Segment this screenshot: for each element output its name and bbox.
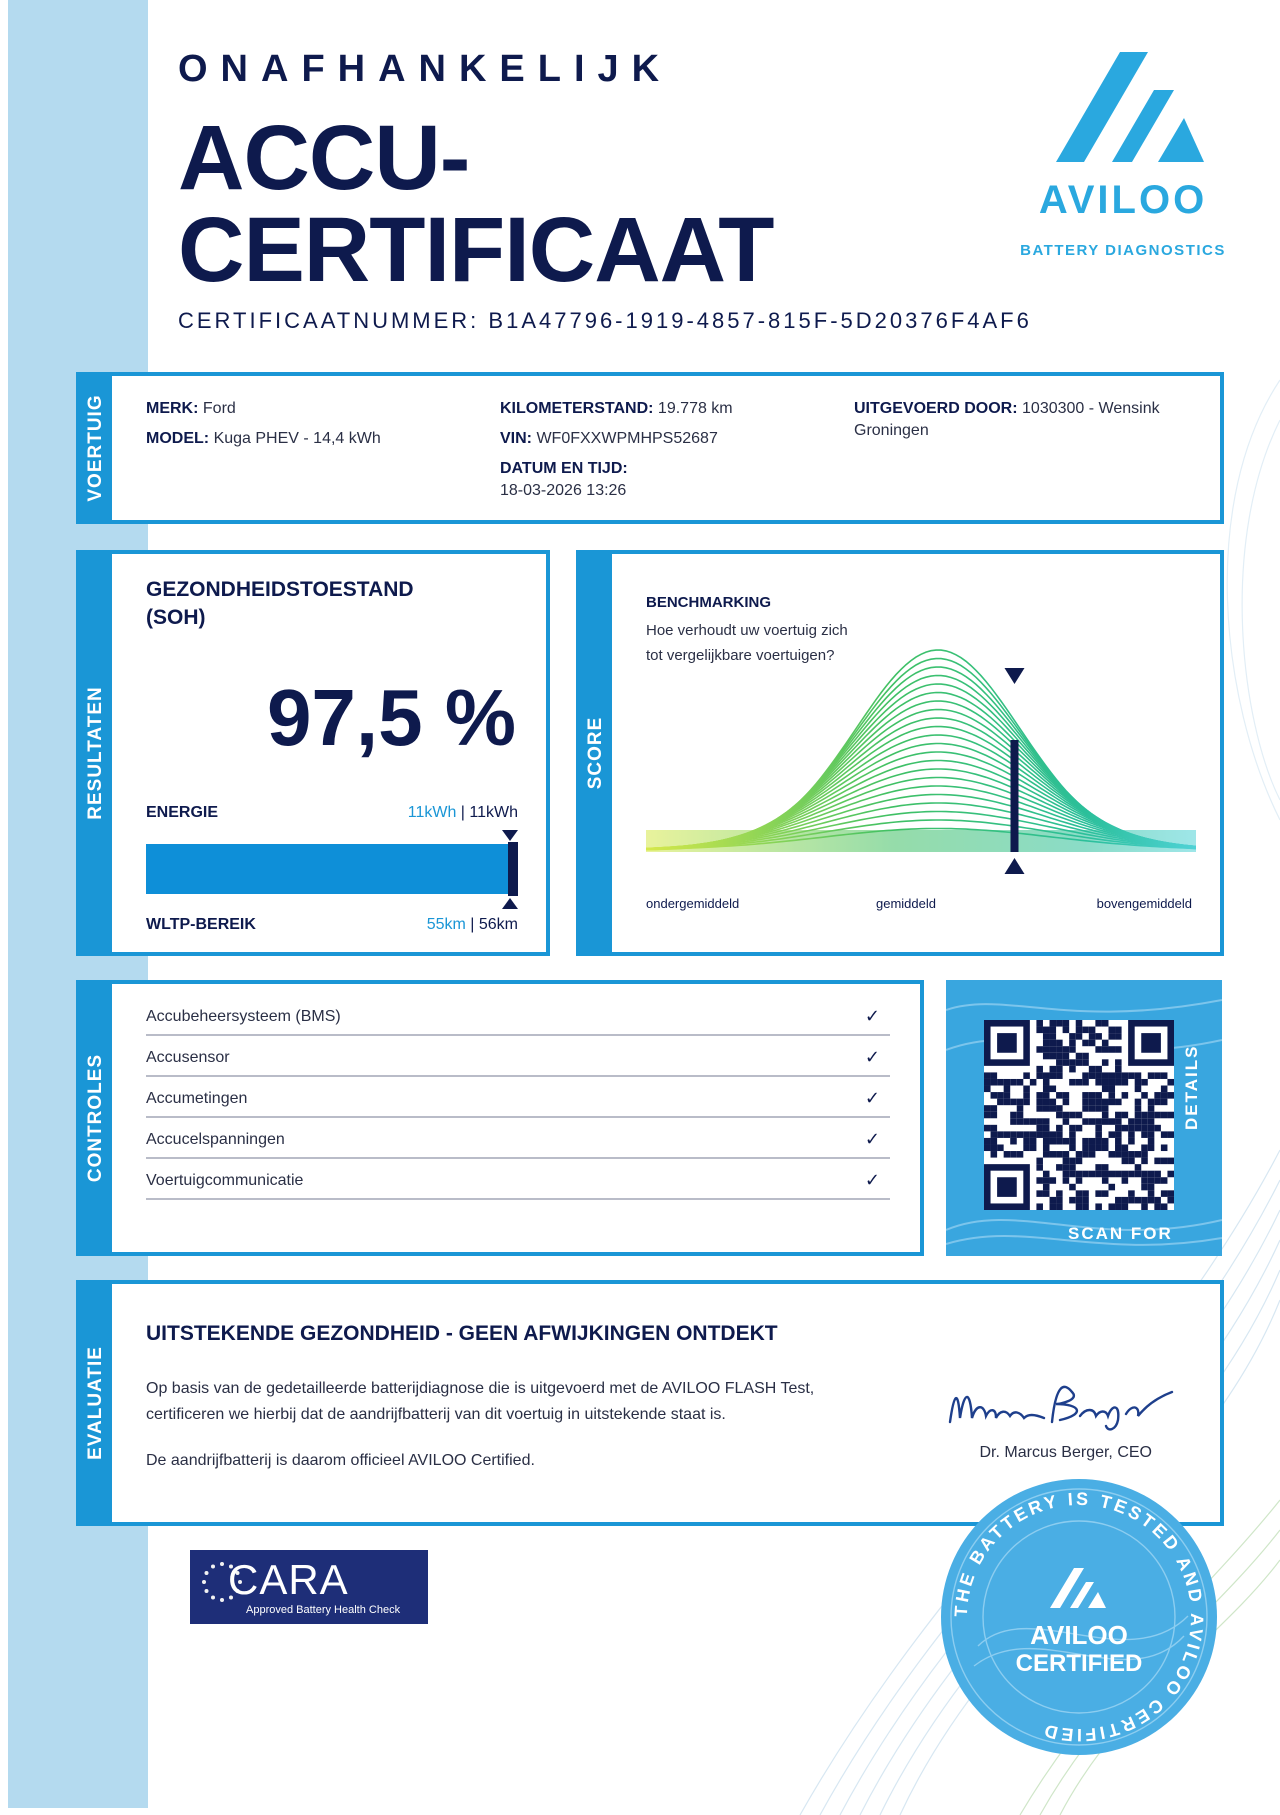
signature-image: [940, 1374, 1180, 1436]
qr-code-icon: [984, 1020, 1174, 1210]
aviloo-mountain-icon: [1008, 50, 1238, 170]
datetime-value: 18-03-2026 13:26: [500, 482, 627, 499]
energy-nominal: 11kWh: [469, 804, 518, 821]
mileage-value: 19.778 km: [657, 400, 733, 417]
seal-wordmark: AVILOO: [1030, 1620, 1128, 1650]
title-line-2: CERTIFICAAT: [178, 199, 774, 301]
model-label: MODEL:: [146, 430, 210, 447]
vehicle-tab: [80, 376, 112, 520]
range-label: WLTP-BEREIK: [146, 916, 256, 933]
axis-low-label: ondergemiddeld: [646, 896, 740, 911]
title-line-1: ACCU-: [178, 107, 470, 209]
vehicle-datetime: [500, 458, 628, 502]
logo-wordmark: AVILOO: [1038, 178, 1208, 222]
soh-value: 97,5 %: [266, 673, 516, 762]
benchmark-bottom-triangle-icon: [1005, 858, 1025, 874]
checkmark-icon: ✓: [864, 1047, 880, 1067]
benchmark-question: Hoe verhoudt uw voertuig zich tot vergelijkbare voertuigen?: [646, 622, 848, 664]
logo-subtitle: BATTERY DIAGNOSTICS: [1020, 242, 1226, 259]
energy-label: ENERGIE: [146, 804, 219, 821]
check-label: Accubeheersysteem (BMS): [146, 1008, 341, 1025]
evaluation-paragraph-1: [146, 1376, 946, 1428]
scan-for-label: SCAN FOR: [1068, 1224, 1173, 1243]
check-label: Accusensor: [146, 1049, 230, 1066]
performed-by-label: UITGEVOERD DOOR:: [854, 400, 1018, 417]
results-panel: [76, 550, 550, 956]
bar-top-marker-icon: [502, 830, 518, 842]
benchmark-bell-curve: [646, 634, 1196, 874]
energy-separator: |: [456, 804, 470, 821]
evaluation-line-1: Op basis van de gedetailleerde batterijdiagnose die is uitgevoerd met de AVILOO FLASH Test,: [146, 1380, 815, 1397]
results-tab: [80, 554, 112, 952]
bell-curve-line: [646, 684, 1196, 849]
cara-badge: [190, 1550, 428, 1624]
mileage-label: KILOMETERSTAND:: [500, 400, 654, 417]
range-current: 55km: [426, 916, 466, 933]
evaluation-line-2: certificeren we hierbij dat de aandrijfbatterij van dit voertuig in uitstekende staat is.: [146, 1406, 726, 1423]
vehicle-panel: [76, 372, 1224, 524]
checks-panel: [76, 980, 924, 1256]
performed-by-value: 1030300 - Wensink: [1022, 400, 1160, 417]
check-row: [146, 1078, 890, 1118]
vehicle-model: [146, 428, 381, 450]
axis-mid-label: gemiddeld: [876, 896, 936, 911]
score-panel: [576, 550, 1224, 956]
soh-title-line-1: GEZONDHEIDSTOESTAND: [146, 578, 414, 601]
scan-details-label: DETAILS: [1182, 1044, 1201, 1130]
evaluation-tab: [80, 1284, 112, 1522]
checkmark-icon: ✓: [864, 1170, 880, 1190]
cara-subtitle: Approved Battery Health Check: [246, 1604, 401, 1616]
certificate-title: [178, 107, 774, 301]
bar-bottom-marker-icon: [502, 898, 518, 910]
checks-tab: [80, 984, 112, 1252]
certificate-number-label: CERTIFICAATNUMMER:: [178, 308, 480, 333]
benchmark-marker: [1011, 740, 1019, 852]
bell-curve-base-band: [646, 830, 1196, 852]
energy-values: [408, 804, 518, 822]
benchmark-title: BENCHMARKING: [646, 594, 771, 611]
checks-tab-label: CONTROLES: [85, 1053, 106, 1183]
vehicle-vin: [500, 428, 718, 450]
check-row: [146, 996, 890, 1036]
make-value: Ford: [202, 400, 236, 417]
cara-wordmark: CARA: [228, 1556, 349, 1603]
aviloo-logo: [1008, 50, 1238, 270]
make-label: MERK:: [146, 400, 199, 417]
checkmark-icon: ✓: [864, 1088, 880, 1108]
header-kicker: ONAFHANKELIJK: [178, 48, 673, 90]
signer-name: Dr. Marcus Berger, CEO: [979, 1444, 1152, 1461]
checkmark-icon: ✓: [864, 1006, 880, 1026]
checkmark-icon: ✓: [864, 1129, 880, 1149]
evaluation-tab-label: EVALUATIE: [85, 1346, 106, 1460]
soh-title: [146, 576, 414, 632]
check-row: [146, 1037, 890, 1077]
soh-bar: [146, 844, 509, 894]
bell-curve-line: [646, 667, 1196, 849]
vehicle-performed-by: [854, 398, 1204, 442]
certificate-number-value: B1A47796-1919-4857-815F-5D20376F4AF6: [488, 308, 1032, 333]
check-row: [146, 1160, 890, 1200]
certified-seal-icon: [938, 1476, 1220, 1758]
model-value: Kuga PHEV - 14,4 kWh: [213, 430, 381, 447]
aviloo-certified-seal: [938, 1476, 1220, 1758]
vehicle-make: [146, 398, 236, 420]
energy-current: 11kWh: [407, 804, 457, 821]
results-tab-label: RESULTATEN: [85, 686, 106, 820]
benchmark-top-triangle-icon: [1005, 668, 1025, 684]
seal-certified: CERTIFIED: [1015, 1650, 1143, 1677]
check-label: Accumetingen: [146, 1090, 248, 1107]
evaluation-title: UITSTEKENDE GEZONDHEID - GEEN AFWIJKINGEN ONTDEKT: [146, 1322, 778, 1345]
vehicle-tab-label: VOERTUIG: [85, 394, 106, 502]
score-tab: [580, 554, 612, 952]
range-values: [427, 916, 518, 934]
seal-ring-text: THE BATTERY IS TESTED AND AVILOO CERTIFIED: [950, 1488, 1208, 1746]
qr-code[interactable]: [984, 1020, 1174, 1210]
soh-title-line-2: (SOH): [146, 606, 206, 629]
bell-curve-lines: [646, 650, 1196, 852]
score-tab-label: SCORE: [585, 716, 606, 790]
check-label: Accucelspanningen: [146, 1131, 285, 1148]
certificate-number: [178, 308, 1032, 334]
vin-label: VIN:: [500, 430, 532, 447]
soh-bar-end-marker: [508, 842, 518, 896]
range-separator: |: [465, 916, 479, 933]
evaluation-paragraph-2: De aandrijfbatterij is daarom officieel AVILOO Certified.: [146, 1452, 535, 1469]
check-row: [146, 1119, 890, 1159]
qr-code-box[interactable]: [946, 980, 1222, 1256]
datetime-label: DATUM EN TIJD:: [500, 460, 628, 477]
check-label: Voertuigcommunicatie: [146, 1172, 304, 1189]
range-nominal: 56km: [478, 916, 518, 933]
axis-high-label: bovengemiddeld: [1096, 896, 1192, 911]
performed-by-city: Groningen: [854, 422, 929, 439]
vehicle-mileage: [500, 398, 733, 420]
vin-value: WF0FXXWPMHPS52687: [536, 430, 718, 447]
